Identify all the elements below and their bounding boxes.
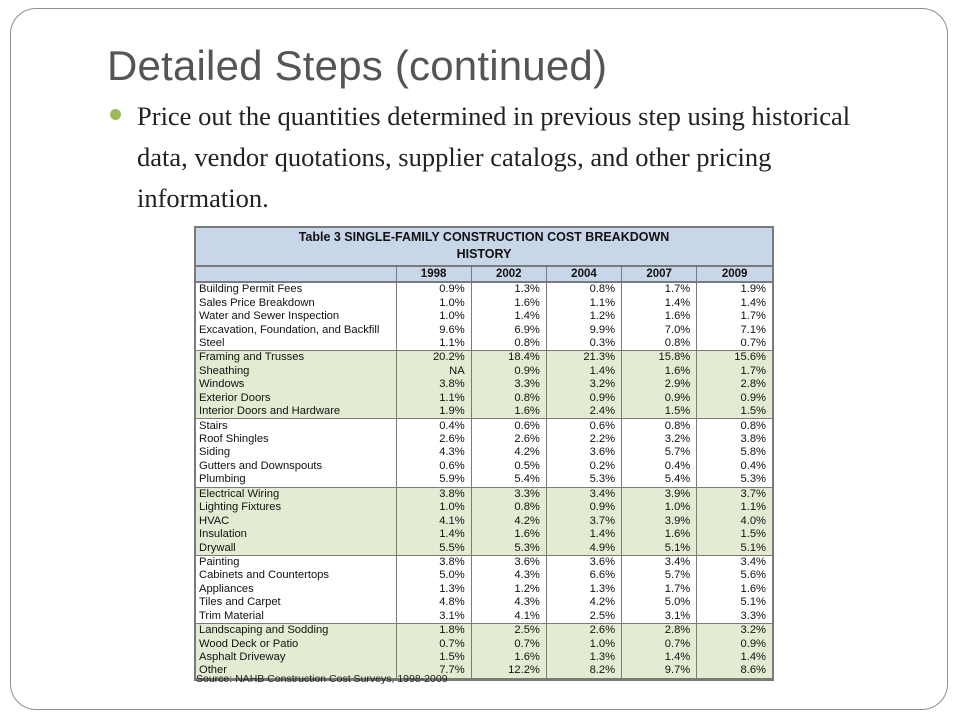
cell-value: 0.9% <box>546 501 621 514</box>
cell-value: 1.4% <box>471 310 546 323</box>
cell-value: 1.6% <box>622 528 697 541</box>
cell-value: 1.8% <box>396 623 471 637</box>
cell-value: 1.9% <box>697 282 772 296</box>
cell-value: 0.7% <box>697 337 772 351</box>
table-title <box>196 228 772 267</box>
cell-value: 3.1% <box>396 610 471 624</box>
table-title-line-1: Table 3 SINGLE-FAMILY CONSTRUCTION COST BREAKDOWN <box>298 230 670 244</box>
cell-value: 1.3% <box>546 651 621 664</box>
column-header-year: 2002 <box>471 267 546 282</box>
cell-value: 1.4% <box>697 296 772 309</box>
cell-value: 1.9% <box>396 405 471 419</box>
cell-value: 6.9% <box>471 323 546 336</box>
cell-value: 1.0% <box>622 501 697 514</box>
row-label: Exterior Doors <box>196 392 396 405</box>
table-row <box>196 405 772 419</box>
column-header-year: 1998 <box>396 267 471 282</box>
cell-value: 1.7% <box>697 310 772 323</box>
row-label: Siding <box>199 446 231 459</box>
cell-value: 1.0% <box>546 637 621 650</box>
cost-breakdown-table <box>196 267 772 679</box>
cell-value: 1.4% <box>546 365 621 378</box>
cell-value: 1.6% <box>622 310 697 323</box>
row-label: Asphalt Driveway <box>196 651 396 664</box>
cell-value: 1.3% <box>471 282 546 296</box>
cell-value: 0.2% <box>546 460 621 473</box>
cell-value: 2.6% <box>396 433 471 446</box>
cell-value: 1.6% <box>471 296 546 309</box>
table-row <box>196 514 772 527</box>
cell-value: 0.9% <box>471 365 546 378</box>
bullet-item <box>108 96 888 219</box>
table-row <box>196 351 772 365</box>
cell-value: 1.0% <box>396 310 471 323</box>
table-row <box>196 460 772 473</box>
cell-value: 1.1% <box>396 337 471 351</box>
table-row <box>196 365 772 378</box>
cell-value: 1.2% <box>546 310 621 323</box>
cost-table-frame <box>194 226 774 681</box>
table-row <box>196 541 772 555</box>
cell-value: 0.9% <box>396 282 471 296</box>
cell-value: 9.6% <box>396 323 471 336</box>
cell-value: 0.4% <box>396 419 471 433</box>
cell-value: 1.5% <box>396 651 471 664</box>
row-label: Water and Sewer Inspection <box>199 310 340 323</box>
table-row <box>196 610 772 624</box>
cell-value: 6.6% <box>546 569 621 582</box>
cell-value: 0.9% <box>622 392 697 405</box>
cell-value: 1.6% <box>622 365 697 378</box>
table-row <box>196 433 772 446</box>
cell-value: 0.6% <box>396 460 471 473</box>
cell-value: 3.8% <box>396 487 471 501</box>
table-row <box>196 623 772 637</box>
cell-value: 5.5% <box>396 541 471 555</box>
row-label: Other <box>196 664 396 678</box>
cell-value: 20.2% <box>396 351 471 365</box>
cell-value: 2.5% <box>546 610 621 624</box>
cell-value: 4.8% <box>396 596 471 609</box>
cell-value: 1.7% <box>622 282 697 296</box>
cell-value: 1.5% <box>622 405 697 419</box>
table-row <box>196 596 772 609</box>
cell-value: 1.3% <box>396 583 471 596</box>
table-row <box>196 651 772 664</box>
cell-value: 8.2% <box>546 664 621 678</box>
table-row <box>196 528 772 541</box>
cell-value: 4.1% <box>471 610 546 624</box>
cell-value: 1.3% <box>546 583 621 596</box>
cell-value: 0.7% <box>622 637 697 650</box>
table-row <box>196 296 772 309</box>
cell-value: 5.4% <box>622 473 697 487</box>
row-label: HVAC <box>196 514 396 527</box>
table-row <box>196 555 772 569</box>
cell-value: 5.1% <box>622 541 697 555</box>
cell-value: 5.7% <box>622 569 697 582</box>
cell-value: 4.2% <box>471 514 546 527</box>
cell-value: 1.1% <box>546 296 621 309</box>
table-title-line-2: HISTORY <box>456 247 512 261</box>
cell-value: 5.0% <box>622 596 697 609</box>
cell-value: 3.7% <box>546 514 621 527</box>
cell-value: 4.3% <box>471 569 546 582</box>
cell-value: 3.4% <box>622 555 697 569</box>
table-row <box>196 637 772 650</box>
table-row <box>196 378 772 391</box>
cell-value: 8.6% <box>697 664 772 678</box>
row-label: Landscaping and Sodding <box>196 623 396 637</box>
bullet-dot-icon <box>110 109 121 120</box>
cell-value: 1.4% <box>622 296 697 309</box>
cell-value: 5.7% <box>622 446 697 459</box>
cell-value: 0.8% <box>622 337 697 351</box>
cell-value: 3.2% <box>622 433 697 446</box>
cell-value: 0.3% <box>546 337 621 351</box>
row-label: Interior Doors and Hardware <box>196 405 396 419</box>
row-label: Framing and Trusses <box>196 351 396 365</box>
row-label: Cabinets and Countertops <box>199 569 329 582</box>
cell-value: 3.1% <box>622 610 697 624</box>
cell-value: 2.5% <box>471 623 546 637</box>
table-row <box>196 501 772 514</box>
cell-value: 2.4% <box>546 405 621 419</box>
row-label: Appliances <box>199 582 254 595</box>
cell-value: 3.9% <box>622 514 697 527</box>
row-label: Drywall <box>196 541 396 555</box>
row-label: Plumbing <box>196 473 396 487</box>
cell-value: 2.8% <box>697 378 772 391</box>
cell-value: 0.8% <box>471 501 546 514</box>
cell-value: 0.8% <box>697 419 772 433</box>
cell-value: 0.8% <box>471 337 546 351</box>
cell-value: 1.5% <box>697 528 772 541</box>
table-row <box>196 569 772 582</box>
cell-value: 3.6% <box>546 555 621 569</box>
cell-value: 5.6% <box>697 569 772 582</box>
row-label: Gutters and Downspouts <box>199 459 323 472</box>
cell-value: 0.7% <box>396 637 471 650</box>
cell-value: 2.6% <box>546 623 621 637</box>
row-label: Excavation, Foundation, and Backfill <box>199 323 380 336</box>
cell-value: 7.7% <box>396 664 471 678</box>
row-label: Tiles and Carpet <box>199 596 281 609</box>
row-label: Painting <box>199 555 240 568</box>
cell-value: 5.1% <box>697 541 772 555</box>
table-row <box>196 446 772 459</box>
cell-value: 5.3% <box>697 473 772 487</box>
table-row <box>196 310 772 323</box>
row-label: Trim Material <box>196 610 396 624</box>
cell-value: 0.6% <box>471 419 546 433</box>
cell-value: 5.9% <box>396 473 471 487</box>
cell-value: 5.8% <box>697 446 772 459</box>
cell-value: 1.0% <box>396 296 471 309</box>
cell-value: 4.1% <box>396 514 471 527</box>
cell-value: 12.2% <box>471 664 546 678</box>
cell-value: 3.4% <box>697 555 772 569</box>
cell-value: 3.6% <box>471 555 546 569</box>
cell-value: 3.8% <box>396 378 471 391</box>
table-row <box>196 583 772 596</box>
cell-value: 2.8% <box>622 623 697 637</box>
row-label: Steel <box>196 337 396 351</box>
cell-value: 5.1% <box>697 596 772 609</box>
cell-value: 1.4% <box>622 651 697 664</box>
cell-value: 4.9% <box>546 541 621 555</box>
cell-value: 1.1% <box>697 501 772 514</box>
cell-value: 4.2% <box>546 596 621 609</box>
cell-value: 3.3% <box>471 378 546 391</box>
cell-value: 9.9% <box>546 323 621 336</box>
cell-value: 5.3% <box>471 541 546 555</box>
cell-value: 1.0% <box>396 501 471 514</box>
table-body <box>196 282 772 678</box>
cell-value: 9.7% <box>622 664 697 678</box>
table-row <box>196 473 772 487</box>
cost-table-image <box>186 222 784 692</box>
cell-value: 5.0% <box>396 569 471 582</box>
table-row <box>196 282 772 296</box>
row-label: Stairs <box>199 419 228 432</box>
cell-value: 0.9% <box>546 392 621 405</box>
row-label: Building Permit Fees <box>199 283 303 296</box>
cell-value: 3.3% <box>697 610 772 624</box>
table-row <box>196 337 772 351</box>
cell-value: 4.0% <box>697 514 772 527</box>
slide-title: Detailed Steps (continued) <box>107 42 608 89</box>
cell-value: 15.8% <box>622 351 697 365</box>
row-label: Sheathing <box>196 365 396 378</box>
cell-value: 0.4% <box>697 460 772 473</box>
cell-value: 0.8% <box>471 392 546 405</box>
cell-value: 3.6% <box>546 446 621 459</box>
bullet-text: Price out the quantities determined in previous step using historical data, vendor quotations, supplier catalogs, and other pricing information. <box>137 101 851 213</box>
column-header-year: 2007 <box>622 267 697 282</box>
cell-value: NA <box>396 365 471 378</box>
cell-value: 1.7% <box>622 583 697 596</box>
cell-value: 0.8% <box>546 282 621 296</box>
cell-value: 2.2% <box>546 433 621 446</box>
cell-value: 1.5% <box>697 405 772 419</box>
row-label: Lighting Fixtures <box>196 501 396 514</box>
cell-value: 3.3% <box>471 487 546 501</box>
cell-value: 0.8% <box>622 419 697 433</box>
cell-value: 1.6% <box>697 583 772 596</box>
cell-value: 3.8% <box>697 433 772 446</box>
cell-value: 1.1% <box>396 392 471 405</box>
cell-value: 0.9% <box>697 637 772 650</box>
cell-value: 3.9% <box>622 487 697 501</box>
cell-value: 5.4% <box>471 473 546 487</box>
cell-value: 3.8% <box>396 555 471 569</box>
table-row <box>196 419 772 433</box>
cell-value: 0.5% <box>471 460 546 473</box>
cell-value: 3.2% <box>697 623 772 637</box>
column-header-label <box>196 267 396 282</box>
table-row <box>196 323 772 336</box>
row-label: Sales Price Breakdown <box>199 296 315 309</box>
cell-value: 0.9% <box>697 392 772 405</box>
cell-value: 1.6% <box>471 651 546 664</box>
row-label: Insulation <box>196 528 396 541</box>
cell-value: 5.3% <box>546 473 621 487</box>
cell-value: 1.6% <box>471 528 546 541</box>
cell-value: 4.3% <box>471 596 546 609</box>
cell-value: 1.6% <box>471 405 546 419</box>
cell-value: 7.0% <box>622 323 697 336</box>
cell-value: 1.2% <box>471 583 546 596</box>
cell-value: 0.4% <box>622 460 697 473</box>
table-row <box>196 392 772 405</box>
cell-value: 3.4% <box>546 487 621 501</box>
row-label: Electrical Wiring <box>196 487 396 501</box>
cell-value: 18.4% <box>471 351 546 365</box>
cell-value: 15.6% <box>697 351 772 365</box>
cell-value: 1.4% <box>546 528 621 541</box>
cell-value: 3.7% <box>697 487 772 501</box>
cell-value: 0.7% <box>471 637 546 650</box>
column-header-year: 2009 <box>697 267 772 282</box>
cell-value: 1.7% <box>697 365 772 378</box>
row-label: Roof Shingles <box>199 433 269 446</box>
cell-value: 2.6% <box>471 433 546 446</box>
cell-value: 0.6% <box>546 419 621 433</box>
row-label: Wood Deck or Patio <box>196 637 396 650</box>
cell-value: 2.9% <box>622 378 697 391</box>
cell-value: 1.4% <box>697 651 772 664</box>
cell-value: 3.2% <box>546 378 621 391</box>
table-row <box>196 487 772 501</box>
table-header-row <box>196 267 772 282</box>
table-source-note: Source: NAHB Construction Cost Surveys, 1998-2009 <box>196 673 448 685</box>
column-header-year: 2004 <box>546 267 621 282</box>
cell-value: 4.2% <box>471 446 546 459</box>
cell-value: 21.3% <box>546 351 621 365</box>
cell-value: 1.4% <box>396 528 471 541</box>
cell-value: 4.3% <box>396 446 471 459</box>
cell-value: 7.1% <box>697 323 772 336</box>
row-label: Windows <box>196 378 396 391</box>
